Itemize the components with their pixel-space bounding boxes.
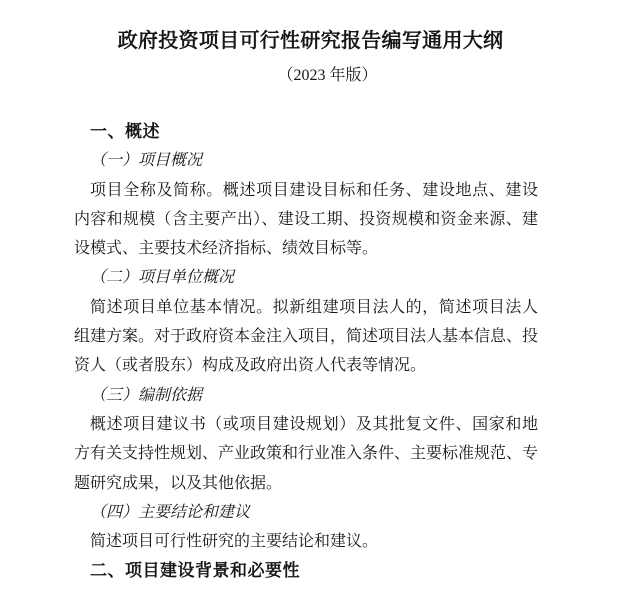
paragraph-line: 设模式、主要技术经济指标、绩效目标等。: [74, 240, 379, 258]
section-heading: 一、概述: [90, 122, 160, 141]
paragraph-line: 方有关支持性规划、产业政策和行业准入条件、主要标准规范、专: [74, 445, 539, 463]
paragraph-line: 简述项目单位基本情况。拟新组建项目法人的，简述项目法人: [90, 298, 538, 316]
paragraph-line: 概述项目建议书（或项目建设规划）及其批复文件、国家和地: [90, 415, 538, 433]
subsection-heading: （二）项目单位概况: [90, 269, 235, 287]
paragraph-line: 简述项目可行性研究的主要结论和建议。: [90, 533, 379, 551]
document-subtitle: （2023 年版）: [277, 67, 378, 84]
document-body: [74, 117, 538, 586]
paragraph-line: 资人（或者股东）构成及政府出资人代表等情况。: [74, 357, 427, 375]
paragraph-line: 内容和规模（含主要产出）、建设工期、投资规模和资金来源、建: [74, 210, 538, 228]
document-title: 政府投资项目可行性研究报告编写通用大纲: [117, 30, 504, 52]
paragraph-line: 项目全称及简称。概述项目建设目标和任务、建设地点、建设: [90, 181, 538, 199]
paragraph-line: 组建方案。对于政府资本金注入项目，简述项目法人基本信息、投: [74, 328, 539, 346]
subsection-heading: （一）项目概况: [90, 152, 203, 170]
subsection-heading: （四）主要结论和建议: [90, 503, 251, 521]
subsection-heading: （三）编制依据: [90, 386, 203, 404]
section-heading: 二、项目建设背景和必要性: [90, 561, 300, 581]
paragraph-line: 题研究成果，以及其他依据。: [74, 474, 283, 492]
